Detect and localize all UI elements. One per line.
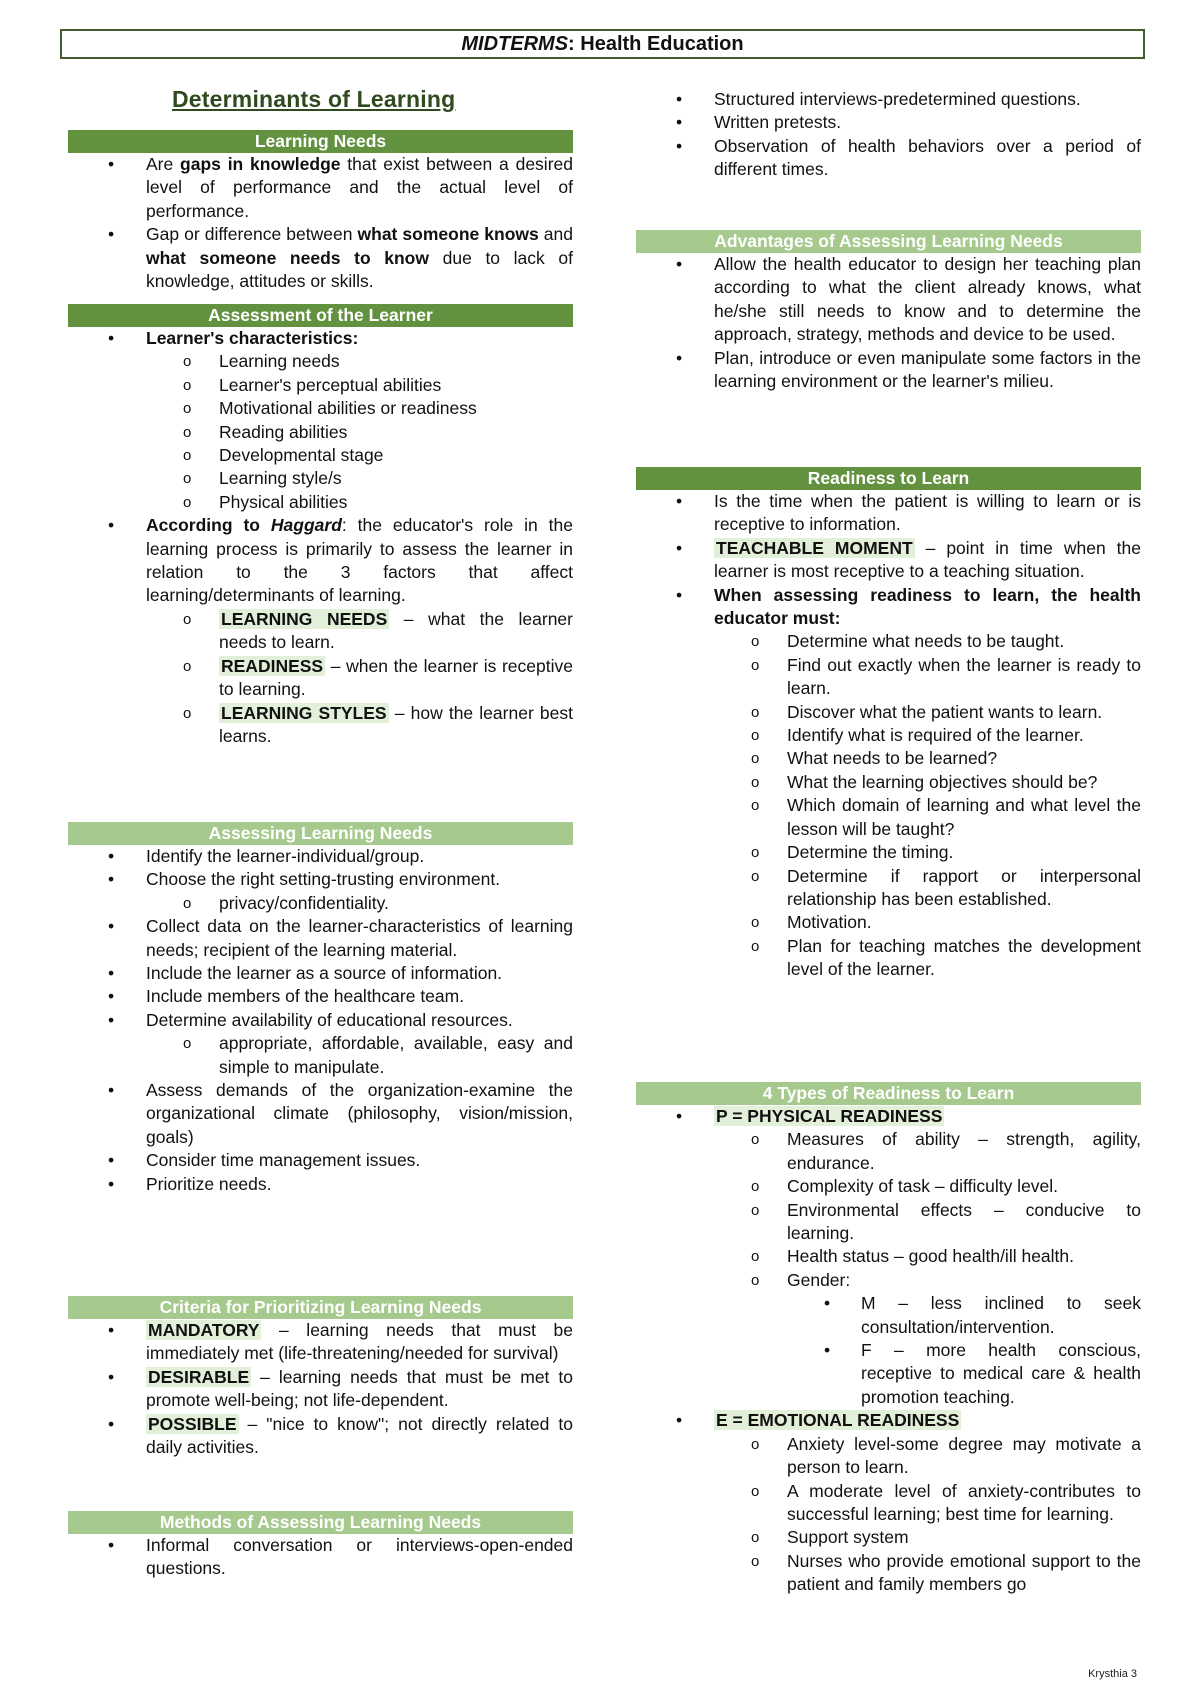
list-item: • Collect data on the learner-characteristics of learning needs; recipient of the learning material.: [108, 916, 573, 960]
sub-list-item: o Support system: [751, 1527, 909, 1548]
section-heading: Methods of Assessing Learning Needs: [68, 1511, 573, 1534]
sub-sub-list-item: • M – less inclined to seek consultation/intervention.: [824, 1293, 1141, 1337]
sub-list-item: o Nurses who provide emotional support to the patient and family members go: [751, 1550, 1141, 1595]
readiness-section: [636, 467, 1141, 982]
methods-continued: [636, 88, 1141, 182]
sub-list-item: o Learning style/s: [183, 468, 342, 489]
sub-list-item: o privacy/confidentiality.: [183, 892, 389, 913]
list-item: • Consider time management issues.: [108, 1150, 421, 1171]
list-item: • E = EMOTIONAL READINESS: [676, 1410, 960, 1431]
learning-needs-section: [68, 130, 573, 293]
list-item: • Written pretests.: [676, 112, 842, 133]
sub-list-item: o Motivation.: [751, 912, 872, 933]
advantages-section: [636, 230, 1141, 393]
section-heading: Assessing Learning Needs: [68, 822, 573, 845]
list-item: • Observation of health behaviors over a period of different times.: [676, 135, 1141, 180]
list-item: • Include members of the healthcare team.: [108, 986, 465, 1007]
sub-list-item: o Anxiety level-some degree may motivate a person to learn.: [751, 1433, 1141, 1478]
assessing-learning-needs-section: [68, 822, 573, 1196]
sub-list-item: o A moderate level of anxiety-contributes to successful learning; best time for learning.: [751, 1480, 1141, 1524]
page-footer: Krysthia 3: [1088, 1668, 1137, 1680]
list-item: • POSSIBLE – "nice to know"; not directly related to daily activities.: [108, 1413, 573, 1458]
section-heading: Advantages of Assessing Learning Needs: [636, 230, 1141, 253]
list-item: • DESIRABLE – learning needs that must be met to promote well-being; not life-dependent.: [108, 1366, 573, 1411]
sub-list-item: o Measures of ability – strength, agility, endurance.: [751, 1129, 1141, 1173]
sub-list-item: o Identify what is required of the learner.: [751, 725, 1084, 746]
list-item: • P = PHYSICAL READINESS: [676, 1106, 943, 1126]
sub-list-item: o Determine if rapport or interpersonal relationship has been established.: [751, 865, 1141, 909]
list-item: • Choose the right setting-trusting environment.: [108, 869, 501, 890]
sub-list-item: o Determine what needs to be taught.: [751, 631, 1065, 652]
section-heading: Learning Needs: [68, 130, 573, 153]
list-item: • Informal conversation or interviews-open-ended questions.: [108, 1535, 573, 1579]
list-item: • Prioritize needs.: [108, 1173, 272, 1194]
document-title: Determinants of Learning: [172, 86, 456, 112]
list-item: • Include the learner as a source of information.: [108, 963, 503, 984]
page-header: [60, 29, 1145, 59]
sub-list-item: o Reading abilities: [183, 421, 348, 442]
sub-list-item: o Discover what the patient wants to learn.: [751, 701, 1103, 722]
section-heading: Criteria for Prioritizing Learning Needs: [68, 1296, 573, 1319]
section-heading: Assessment of the Learner: [68, 304, 573, 327]
list-item: • Is the time when the patient is willing to learn or is receptive to information.: [676, 491, 1141, 535]
sub-list-item: o Motivational abilities or readiness: [183, 398, 477, 419]
sub-list-item: o What needs to be learned?: [751, 748, 998, 769]
criteria-section: [68, 1296, 573, 1459]
sub-list-item: o Plan for teaching matches the development level of the learner.: [751, 935, 1141, 980]
methods-section: [68, 1511, 573, 1581]
sub-list-item: o Health status – good health/ill health.: [751, 1246, 1074, 1267]
sub-list-item: o What the learning objectives should be?: [751, 771, 1098, 792]
list-item: • TEACHABLE MOMENT – point in time when the learner is most receptive to a teaching situation.: [676, 537, 1141, 582]
sub-list-item: o Gender:: [751, 1269, 851, 1290]
list-item: • Learner's characteristics:: [108, 328, 359, 348]
sub-list-item: o Environmental effects – conducive to learning.: [751, 1199, 1141, 1244]
list-item: • Plan, introduce or even manipulate some factors in the learning environment or the learner's milieu.: [676, 347, 1141, 392]
sub-list-item: o LEARNING STYLES – how the learner best learns.: [183, 702, 573, 746]
list-item: • Identify the learner-individual/group.: [108, 846, 425, 866]
sub-list-item: o LEARNING NEEDS – what the learner needs to learn.: [183, 608, 573, 653]
list-item: • According to Haggard: the educator's role in the learning process is primarily to assess the learner in relation to the 3 factors that affect learning/determinants of learning.: [108, 515, 574, 606]
sub-list-item: o Complexity of task – difficulty level.: [751, 1176, 1059, 1197]
header-prefix: MIDTERMS: [461, 33, 569, 55]
section-heading: Readiness to Learn: [636, 467, 1141, 490]
list-item: • Structured interviews-predetermined questions.: [676, 89, 1081, 109]
sub-list-item: o Developmental stage: [183, 445, 384, 466]
list-item: • Assess demands of the organization-examine the organizational climate (philosophy, vision/mission, goals): [108, 1080, 573, 1147]
list-item: • When assessing readiness to learn, the health educator must:: [676, 584, 1141, 629]
list-item: • Are gaps in knowledge that exist between a desired level of performance and the actual level of performance.: [108, 154, 573, 221]
sub-list-item: o appropriate, affordable, available, easy and simple to manipulate.: [183, 1033, 573, 1077]
sub-sub-list-item: • F – more health conscious, receptive to medical care & health promotion teaching.: [824, 1340, 1141, 1407]
list-item: • Allow the health educator to design her teaching plan according to what the client already knows, what he/she still needs to know and to determine the approach, strategy, methods and device to be used.: [676, 254, 1141, 345]
list-item: • MANDATORY – learning needs that must be immediately met (life-threatening/needed for survival): [108, 1320, 573, 1364]
sub-list-item: o Physical abilities: [183, 491, 348, 512]
sub-list-item: o Learning needs: [183, 351, 340, 372]
list-item: • Determine availability of educational resources.: [108, 1009, 513, 1030]
sub-list-item: o READINESS – when the learner is receptive to learning.: [183, 655, 573, 700]
sub-list-item: o Determine the timing.: [751, 842, 954, 863]
sub-list-item: o Which domain of learning and what level the lesson will be taught?: [751, 795, 1141, 839]
section-heading: 4 Types of Readiness to Learn: [636, 1082, 1141, 1105]
list-item: • Gap or difference between what someone knows and what someone needs to know due to lack of knowledge, attitudes or skills.: [108, 224, 573, 292]
header-rest: : Health Education: [568, 33, 744, 55]
four-types-section: [636, 1082, 1141, 1597]
sub-list-item: o Learner's perceptual abilities: [183, 374, 442, 395]
assessment-of-learner-section: [68, 304, 573, 748]
sub-list-item: o Find out exactly when the learner is ready to learn.: [751, 654, 1141, 699]
